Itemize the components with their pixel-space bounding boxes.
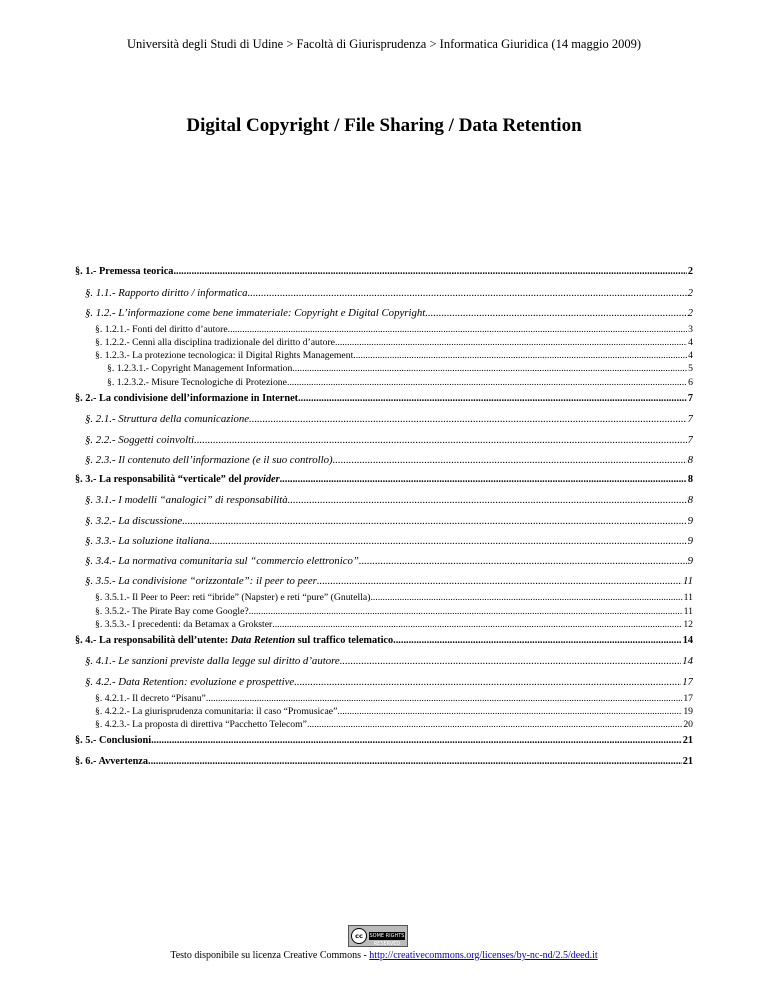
toc-entry[interactable] [75,672,693,692]
badge-text: SOME RIGHTS RESERVED [369,933,405,947]
toc-entry-label: §. 3.5.2.- The Pirate Bay come Google? [95,605,249,617]
page-header: Università degli Studi di Udine > Facoltà di Giurisprudenza > Informatica Giuridica (14 maggio 2009) [127,37,641,51]
toc-entry-label: §. 2.3.- Il contenuto dell’informazione (e il suo controllo) [85,453,333,466]
toc-leader-dots [340,651,681,671]
toc-page-number: 4 [688,337,693,349]
toc-entry[interactable] [75,511,693,531]
toc-page-number: 11 [683,575,693,588]
toc-entry-label: §. 1.2.3.- La protezione tecnologica: il Digital Rights Management [95,350,354,362]
toc-entry-label: §. 3.- La responsabilità “verticale” del provider [75,473,280,485]
toc-entry[interactable] [75,531,693,551]
toc-entry-label: §. 5.- Conclusioni [75,735,152,747]
toc-leader-dots [307,718,682,731]
toc-page-number: 2 [687,286,693,299]
toc-entry-label: §. 4.2.2.- La giurisprudenza comunitaria: il caso “Promusicae” [95,705,338,717]
toc-page-number: 7 [687,433,693,446]
toc-entry-label: §. 3.5.3.- I precedenti: da Betamax a Grokster [95,618,273,630]
toc-page-number: 4 [688,350,693,362]
toc-entry[interactable] [75,362,693,375]
toc-page-number: 2 [687,306,693,319]
toc-leader-dots [151,731,682,752]
toc-leader-dots [359,551,687,571]
toc-entry[interactable] [75,718,693,731]
toc-entry-label: §. 4.2.1.- Il decreto “Pisanu” [95,692,206,704]
toc-leader-dots [333,450,687,470]
toc-entry-label: §. 1.2.- L’informazione come bene immateriale: Copyright e Digital Copyright [85,306,426,319]
toc-entry[interactable] [75,283,693,303]
toc-page-number: 9 [687,514,693,527]
license-footer [0,950,768,961]
toc-page-number: 2 [687,266,693,277]
toc-entry[interactable] [75,571,693,591]
toc-entry-label: §. 1.2.3.2.- Misure Tecnologiche di Protezione [107,376,287,388]
toc-page-number: 6 [688,376,693,388]
toc-entry[interactable] [75,705,693,718]
toc-page-number: 5 [688,363,693,375]
toc-leader-dots [337,705,682,718]
toc-entry[interactable] [75,551,693,571]
toc-leader-dots [393,631,682,652]
toc-page-number: 17 [683,692,693,704]
toc-entry-label: §. 2.- La condivisione dell’informazione in Internet [75,392,299,404]
toc-page-number: 20 [683,719,693,731]
toc-entry[interactable] [75,336,693,349]
toc-entry-label: §. 3.4.- La normativa comunitaria sul “commercio elettronico” [85,554,359,567]
toc-entry[interactable] [75,605,693,618]
toc-page-number: 14 [682,655,693,668]
toc-entry[interactable] [75,376,693,389]
toc-entry-label: §. 1.2.2.- Cenni alla disciplina tradizionale del diritto d’autore [95,337,335,349]
toc-page-number: 11 [683,605,693,617]
license-text: Testo disponibile su licenza Creative Commons - [170,950,370,961]
toc-leader-dots [294,672,681,692]
toc-entry-label: §. 2.1.- Struttura della comunicazione [85,413,250,426]
toc-leader-dots [249,409,687,429]
toc-page-number: 12 [683,618,693,630]
toc-entry[interactable] [75,303,693,323]
toc-entry[interactable] [75,430,693,450]
toc-leader-dots [425,303,686,323]
toc-page-number: 21 [682,735,693,747]
toc-leader-dots [249,605,683,618]
toc-entry[interactable] [75,490,693,510]
toc-leader-dots [228,323,688,336]
toc-leader-dots [209,531,686,551]
cc-logo-icon: cc [351,928,367,944]
toc-leader-dots [194,430,686,450]
toc-leader-dots [173,262,686,283]
toc-entry-label: §. 3.1.- I modelli “analogici” di responsabilità [85,494,288,507]
toc-leader-dots [182,511,686,531]
toc-page-number: 3 [688,323,693,335]
toc-entry-label: §. 4.1.- Le sanzioni previste dalla legge sul diritto d’autore [85,655,340,668]
toc-entry-label: §. 3.5.- La condivisione “orizzontale”: il peer to peer [85,575,317,588]
toc-entry[interactable] [75,349,693,362]
toc-leader-dots [317,571,682,591]
toc-entry[interactable] [75,752,693,773]
toc-entry-label: §. 1.1.- Rapporto diritto / informatica [85,286,248,299]
toc-page-number: 9 [687,534,693,547]
toc-entry[interactable] [75,450,693,470]
toc-entry-label: §. 2.2.- Soggetti coinvolti [85,433,195,446]
toc-leader-dots [370,591,682,604]
toc-leader-dots [335,336,687,349]
toc-entry[interactable] [75,323,693,336]
toc-entry-label: §. 4.- La responsabilità dell’utente: Data Retention sul traffico telematico [75,634,394,646]
toc-entry-label: §. 1.- Premessa teorica [75,266,174,277]
toc-page-number: 7 [687,392,693,404]
toc-page-number: 8 [687,453,693,466]
toc-entry[interactable] [75,631,693,652]
toc-leader-dots [288,490,687,510]
toc-leader-dots [287,376,687,389]
toc-entry-label: §. 3.3.- La soluzione italiana [85,534,210,547]
toc-entry[interactable] [75,731,693,752]
creative-commons-badge[interactable] [348,925,408,947]
toc-entry-label: §. 3.2.- La discussione [85,514,183,527]
toc-page-number: 7 [687,413,693,426]
toc-page-number: 9 [687,554,693,567]
toc-entry[interactable] [75,651,693,671]
toc-entry[interactable] [75,692,693,705]
toc-page-number: 19 [683,705,693,717]
toc-entry-label: §. 3.5.1.- Il Peer to Peer: reti “ibride” (Napster) e reti “pure” (Gnutella) [95,592,371,604]
toc-leader-dots [148,752,682,773]
toc-entry[interactable] [75,262,693,283]
table-of-contents [75,262,693,772]
toc-leader-dots [280,470,687,491]
toc-page-number: 8 [687,473,693,485]
document-title: Digital Copyright / File Sharing / Data Retention [186,115,582,136]
toc-entry[interactable] [75,591,693,604]
toc-leader-dots [248,283,687,303]
toc-entry[interactable] [75,389,693,410]
toc-entry-label: §. 1.2.1.- Fonti del diritto d’autore [95,323,228,335]
toc-page-number: 8 [687,494,693,507]
toc-leader-dots [292,362,687,375]
toc-entry-label: §. 1.2.3.1.- Copyright Management Information [107,363,293,375]
toc-entry[interactable] [75,409,693,429]
toc-entry[interactable] [75,618,693,631]
toc-entry-label: §. 4.2.3.- La proposta di direttiva “Pacchetto Telecom” [95,719,307,731]
toc-page-number: 17 [682,675,693,688]
toc-page-number: 14 [682,634,693,646]
toc-page-number: 11 [683,592,693,604]
toc-leader-dots [353,349,687,362]
toc-leader-dots [272,618,682,631]
toc-leader-dots [206,692,682,705]
toc-entry-label: §. 4.2.- Data Retention: evoluzione e prospettive [85,675,295,688]
toc-page-number: 21 [682,755,693,767]
license-link[interactable]: http://creativecommons.org/licenses/by-nc-nd/2.5/deed.it [369,950,598,961]
toc-leader-dots [298,389,687,410]
toc-entry-label: §. 6.- Avvertenza [75,755,149,767]
toc-entry[interactable] [75,470,693,491]
